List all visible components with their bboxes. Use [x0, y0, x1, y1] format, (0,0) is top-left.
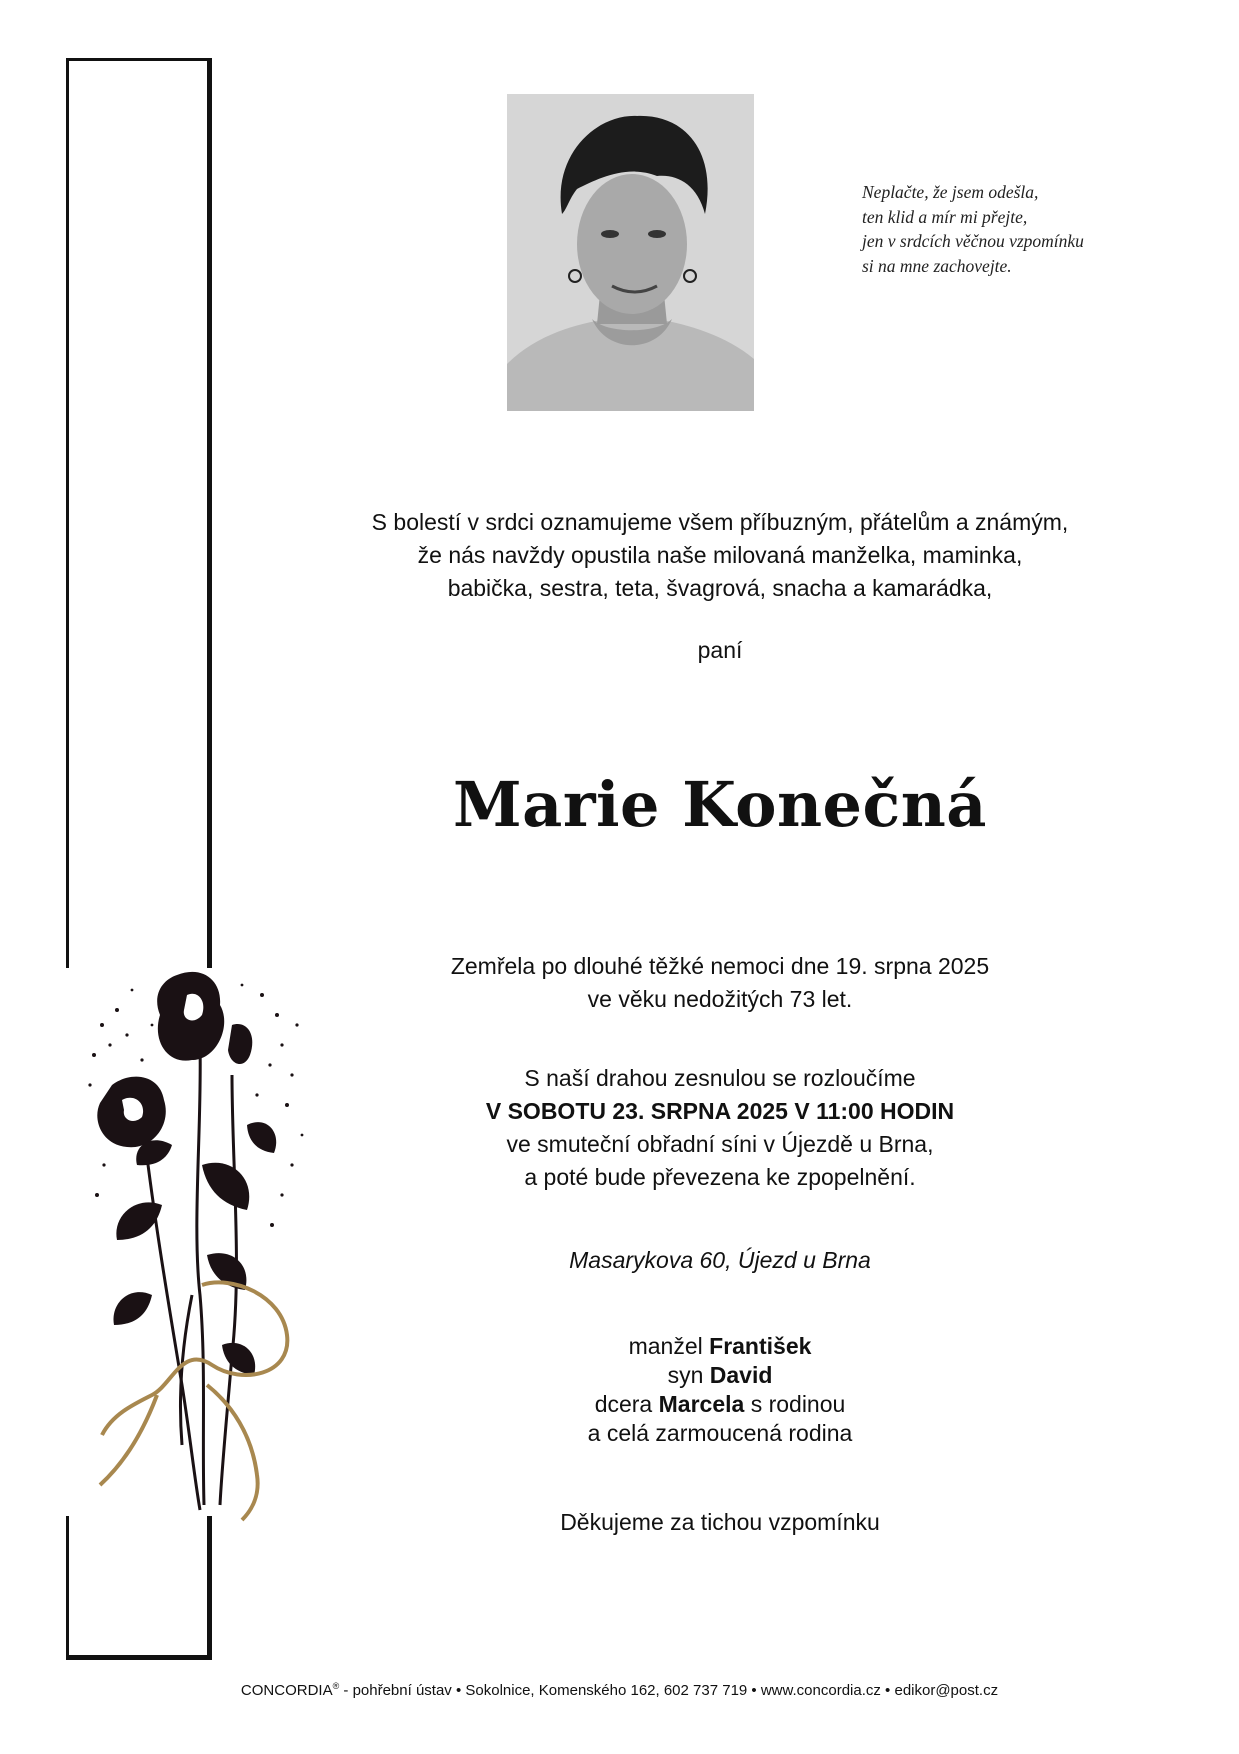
- footer: [0, 1681, 1239, 1699]
- address: Masarykova 60, Újezd u Brna: [569, 1247, 871, 1273]
- poem-line: Neplačte, že jsem odešla,: [862, 182, 1039, 202]
- poem-line: jen v srdcích věčnou vzpomínku: [862, 231, 1084, 251]
- mourner-name: František: [709, 1333, 812, 1359]
- poem-line: si na mne zachovejte.: [862, 255, 1012, 276]
- thanks-line: Děkujeme za tichou vzpomínku: [560, 1509, 880, 1535]
- intro-line: S bolestí v srdci oznamujeme všem příbuzným, přátelům a známým,: [371, 509, 1069, 535]
- mourner-name: David: [709, 1362, 773, 1388]
- mourner-suffix: s rodinou: [750, 1391, 846, 1417]
- farewell-info: [240, 1062, 1200, 1194]
- intro-line: babička, sestra, teta, švagrová, snacha a kamarádka,: [447, 575, 993, 601]
- memorial-poem: [862, 180, 1182, 278]
- mourners-list: [240, 1332, 1200, 1448]
- farewell-line: a poté bude převezena ke zpopelnění.: [524, 1164, 916, 1190]
- mourner-relation: syn: [667, 1362, 704, 1388]
- portrait-photo: [507, 94, 754, 411]
- mourner-row: [240, 1332, 1200, 1361]
- registered-mark: ®: [332, 1681, 340, 1691]
- farewell-datetime: V SOBOTU 23. SRPNA 2025 V 11:00 HODIN: [485, 1098, 955, 1124]
- intro-line: že nás navždy opustila naše milovaná manželka, maminka,: [417, 542, 1023, 568]
- mourner-row: [240, 1361, 1200, 1390]
- footer-brand: CONCORDIA: [240, 1682, 333, 1699]
- farewell-line: S naší drahou zesnulou se rozloučíme: [524, 1065, 916, 1091]
- announcement-intro: [240, 506, 1200, 605]
- mourner-row: [240, 1390, 1200, 1419]
- mourner-relation: dcera: [594, 1391, 653, 1417]
- death-info: [240, 950, 1200, 1016]
- honorific: paní: [697, 637, 743, 663]
- mourner-row: a celá zarmoucená rodina: [587, 1420, 853, 1446]
- death-line: ve věku nedožitých 73 let.: [587, 986, 853, 1012]
- mourner-name: Marcela: [658, 1391, 745, 1417]
- footer-details: - pohřební ústav • Sokolnice, Komenského 162, 602 737 719 • www.concordia.cz • edikor@post.cz: [339, 1682, 999, 1699]
- mourner-relation: manžel: [628, 1333, 703, 1359]
- farewell-line: ve smuteční obřadní síni v Újezdě u Brna,: [506, 1131, 934, 1157]
- deceased-name: Marie Konečná: [453, 768, 987, 841]
- poem-line: ten klid a mír mi přejte,: [862, 206, 1028, 227]
- death-line: Zemřela po dlouhé těžké nemoci dne 19. srpna 2025: [450, 953, 990, 979]
